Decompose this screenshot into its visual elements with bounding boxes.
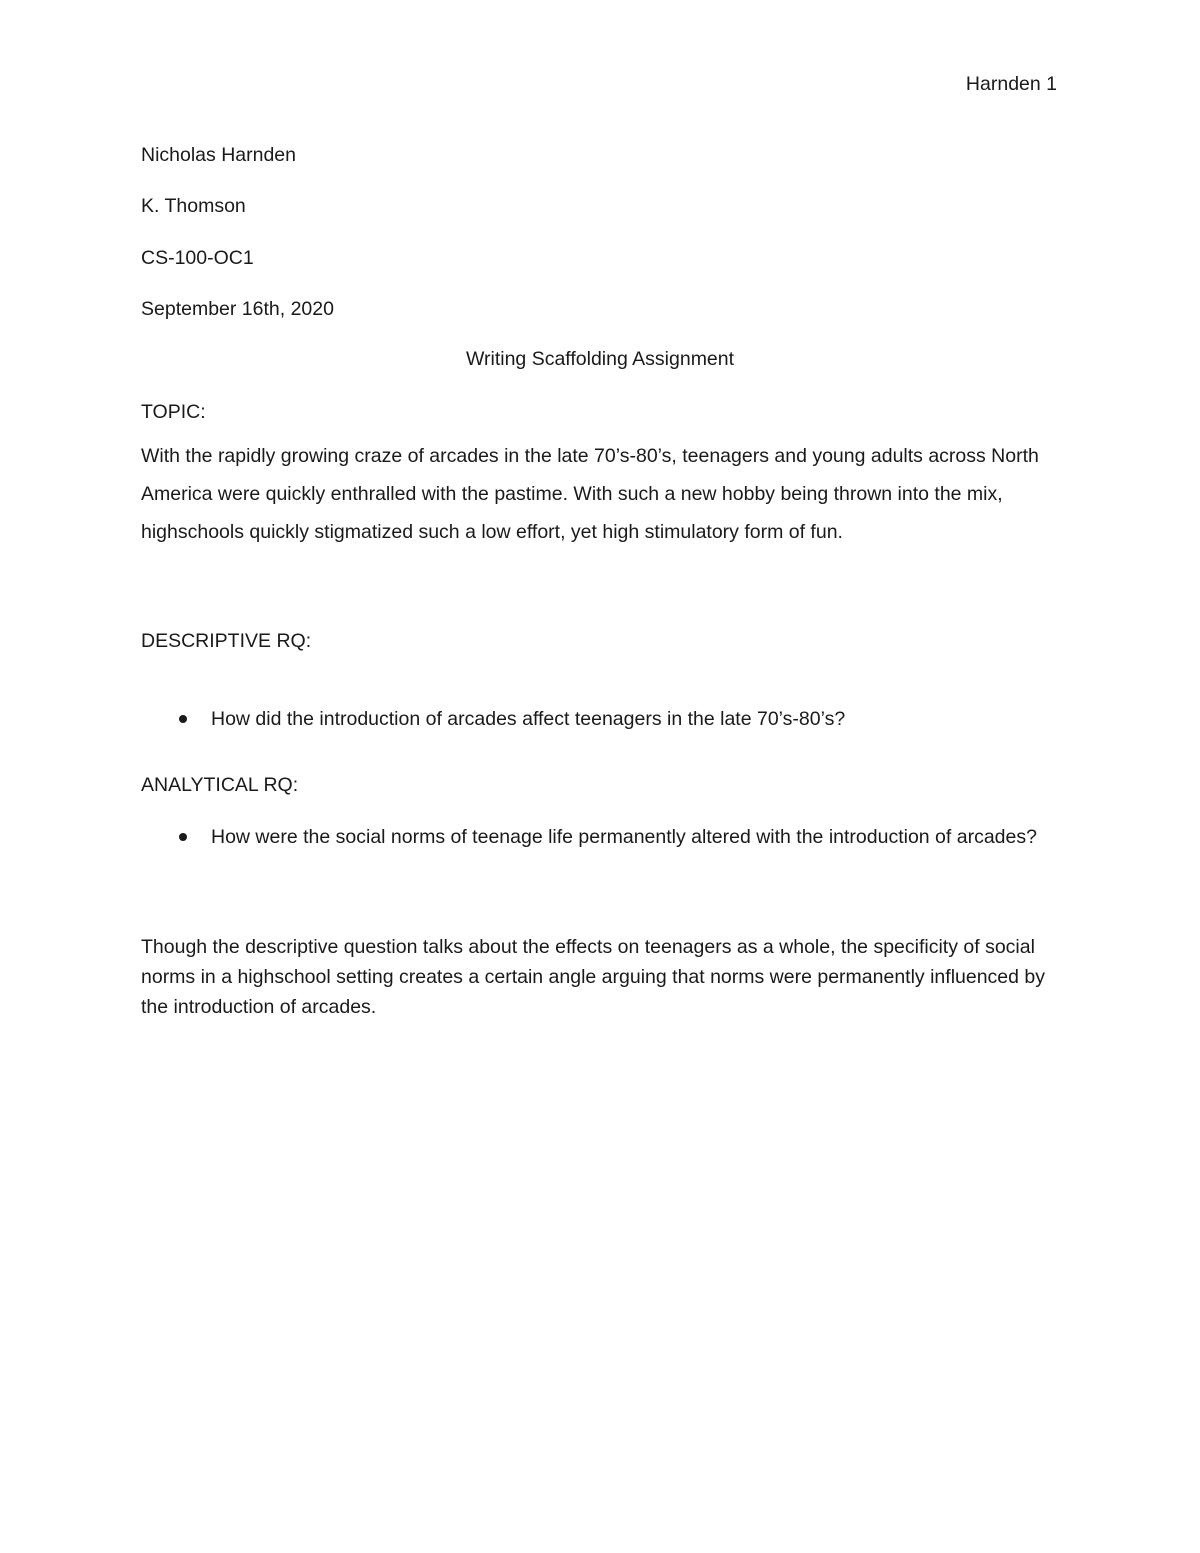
bullet-icon [179,715,187,723]
analytical-rq-item: How were the social norms of teenage life permanently altered with the introduction of arcades? [211,826,1037,848]
student-name: Nicholas Harnden [141,144,297,166]
topic-paragraph: With the rapidly growing craze of arcades in the late 70’s-80’s, teenagers and young adults across North America were quickly enthralled with the pastime. With such a new hobby being thrown into the mix, highschools quickly stigmatized such a low effort, yet high stimulatory form of fun. [141,445,1039,543]
instructor-name: K. Thomson [141,195,246,217]
bullet-icon [179,833,187,841]
assignment-date: September 16th, 2020 [141,298,334,320]
analytical-rq-label: ANALYTICAL RQ: [141,774,299,796]
descriptive-rq-label: DESCRIPTIVE RQ: [141,630,312,652]
running-head: Harnden 1 [965,73,1057,95]
document-title: Writing Scaffolding Assignment [465,348,735,370]
course-code: CS-100-OC1 [141,247,254,269]
descriptive-rq-item: How did the introduction of arcades affect teenagers in the late 70’s-80’s? [211,708,846,730]
topic-label: TOPIC: [141,401,206,423]
closing-paragraph: Though the descriptive question talks about the effects on teenagers as a whole, the specificity of social norms in a highschool setting creates a certain angle arguing that norms were permanently influenced by the introduction of arcades. [141,936,1046,1018]
